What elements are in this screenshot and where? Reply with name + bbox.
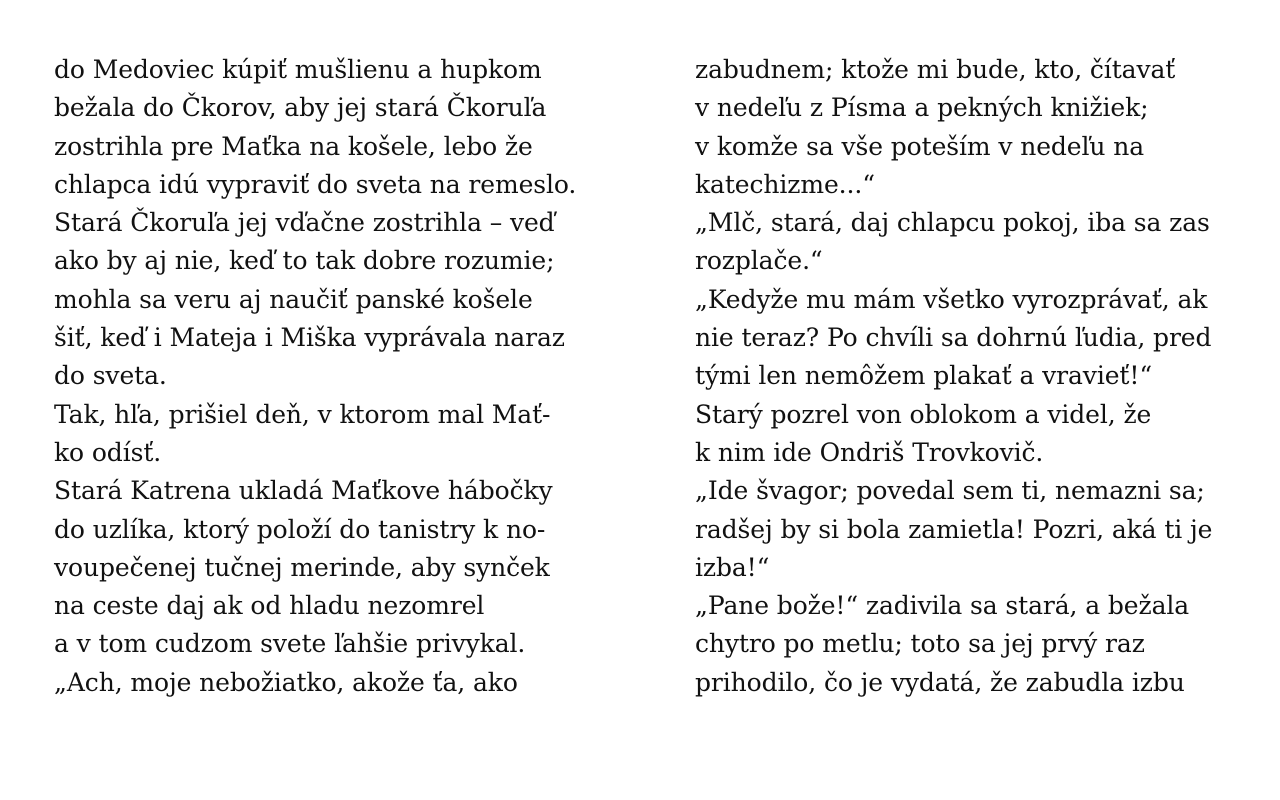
text-line: mohla sa veru aj naučiť panské košele — [54, 284, 533, 314]
text-line: v nedeľu z Písma a pekných knižiek; — [695, 93, 1149, 123]
text-line: radšej by si bola zamietla! Pozri, aká ti je — [695, 514, 1213, 544]
text-line: a v tom cudzom svete ľahšie privykal. — [54, 629, 526, 659]
text-line: voupečenej tučnej merinde, aby synček — [54, 552, 550, 582]
text-line: zostrihla pre Maťka na košele, lebo že — [54, 131, 533, 161]
text-line: chytro po metlu; toto sa jej prvý raz — [695, 629, 1145, 659]
text-line: tými len nemôžem plakať a vravieť!“ — [695, 361, 1152, 391]
text-line: rozplače.“ — [695, 246, 823, 276]
text-line: „Mlč, stará, daj chlapcu pokoj, iba sa zas — [695, 208, 1210, 238]
text-line: na ceste daj ak od hladu nezomrel — [54, 591, 485, 621]
text-line: do Medoviec kúpiť mušlienu a hupkom — [54, 55, 542, 84]
text-line: „Kedyže mu mám všetko vyrozprávať, ak — [695, 284, 1208, 314]
text-line: do uzlíka, ktorý položí do tanistry k no- — [54, 514, 546, 544]
text-line: v komže sa vše poteším v nedeľu na — [695, 131, 1145, 161]
text-line: Stará Katrena ukladá Maťkove hábočky — [54, 476, 553, 506]
text-line: Starý pozrel von oblokom a videl, že — [695, 399, 1152, 429]
text-line: šiť, keď i Mateja i Miška vyprávala naraz — [54, 323, 565, 353]
text-line: Stará Čkoruľa jej vďačne zostrihla – veď — [54, 208, 555, 238]
text-line: k nim ide Ondriš Trovkovič. — [695, 437, 1044, 467]
text-line: do sveta. — [54, 361, 167, 391]
text-line: zabudnem; ktože mi bude, kto, čítavať — [695, 55, 1176, 84]
text-line: „Pane bože!“ zadivila sa stará, a bežala — [695, 591, 1190, 621]
text-line: ko odísť. — [54, 437, 162, 467]
text-line: „Ach, moje nebožiatko, akože ťa, ako — [54, 667, 518, 697]
text-line: Tak, hľa, prišiel deň, v ktorom mal Mať- — [54, 399, 551, 429]
text-line: bežala do Čkorov, aby jej stará Čkoruľa — [54, 93, 547, 123]
text-line: „Ide švagor; povedal sem ti, nemazni sa; — [695, 476, 1205, 506]
text-line: prihodilo, čo je vydatá, že zabudla izbu — [695, 667, 1185, 697]
text-line: izba!“ — [695, 552, 770, 582]
left-page-text — [54, 51, 614, 702]
text-line: ako by aj nie, keď to tak dobre rozumie; — [54, 246, 555, 276]
text-line: nie teraz? Po chvíli sa dohrnú ľudia, pred — [695, 323, 1212, 353]
right-page-text — [695, 51, 1255, 702]
text-line: katechizme...“ — [695, 169, 875, 199]
text-line: chlapca idú vypraviť do sveta na remeslo. — [54, 169, 577, 199]
